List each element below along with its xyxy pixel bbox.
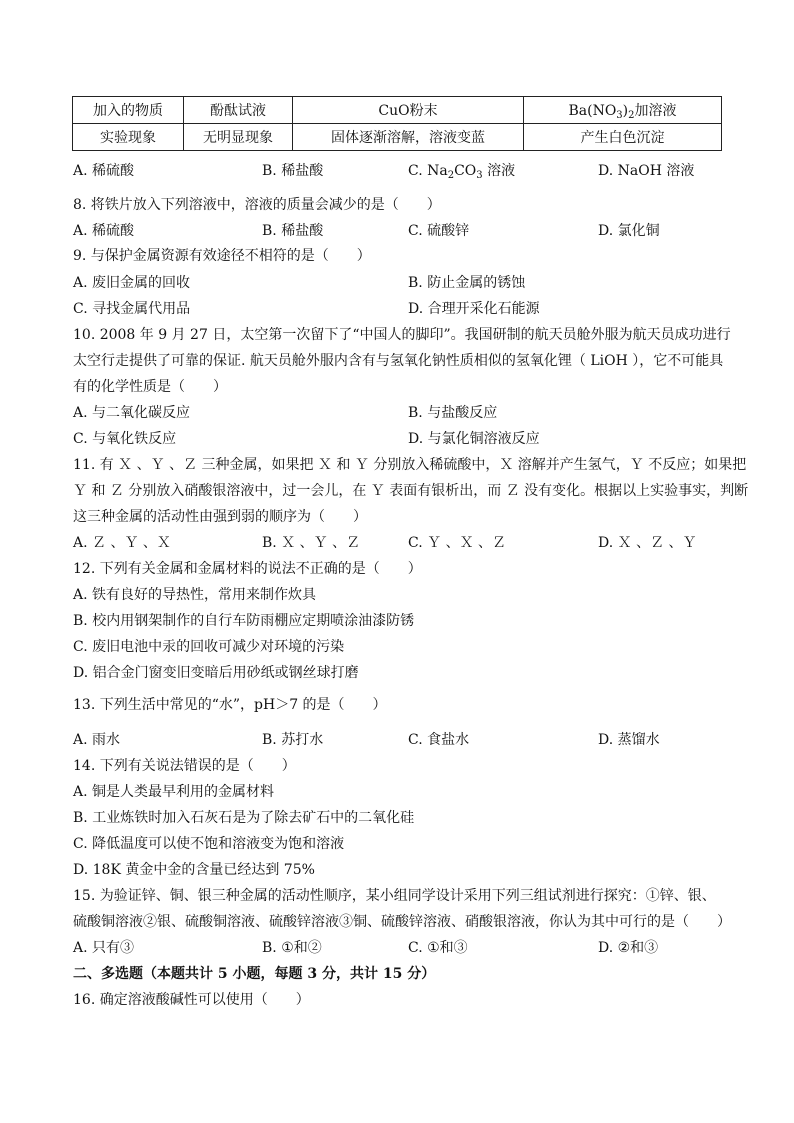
q14-option-d: D. 18K 黄金中金的含量已经达到 75% [73,862,315,878]
q11-stem-line: 11. 有 Ｘ 、Ｙ 、Ｚ 三种金属，如果把 Ｘ 和 Ｙ 分别放入稀硫酸中，Ｘ 溶解并产生氢气，Ｙ 不反应；如果把 [73,457,747,473]
q14-option-b: B. 工业炼铁时加入石灰石是为了除去矿石中的二氧化硅 [73,810,415,826]
table-row [73,97,722,124]
q15-stem-line: 硫酸铜溶液②银、硫酸铜溶液、硫酸锌溶液③铜、硫酸锌溶液、硝酸银溶液，你认为其中可行的是（ ） [73,914,731,930]
formula-text: 加溶液 [634,103,677,119]
formula-text: ) [622,103,629,119]
q8-option-a: A. 稀硫酸 [73,223,135,239]
q13-option-d: D. 蒸馏水 [598,732,660,748]
q15-stem-line: 15. 为验证锌、铜、银三种金属的活动性顺序，某小组同学设计采用下列三组试剂进行探究：①锌、银、 [73,888,716,904]
q10-stem-line: 10. 2008 年 9 月 27 日，太空第一次留下了“中国人的脚印”。我国研制的航天员舱外服为航天员成功进行 [73,327,731,343]
q12-stem: 12. 下列有关金属和金属材料的说法不正确的是（ ） [73,561,422,577]
q8-stem: 8. 将铁片放入下列溶液中，溶液的质量会减少的是（ ） [73,197,441,213]
table-cell: 固体逐渐溶解，溶液变蓝 [293,124,524,151]
q10-option-a: A. 与二氧化碳反应 [73,405,191,421]
q8-option-c: C. 硫酸锌 [408,223,470,239]
table-cell [524,97,722,124]
q7-option-d: D. NaOH 溶液 [598,163,695,179]
q14-option-a: A. 铜是人类最早利用的金属材料 [73,784,275,800]
formula-text: 溶液 [482,163,516,179]
q8-option-b: B. 稀盐酸 [262,223,324,239]
q10-option-c: C. 与氧化铁反应 [73,431,177,447]
q11-stem-line: 这三种金属的活动性由强到弱的顺序为（ ） [73,509,367,525]
q15-option-d: D. ②和③ [598,940,659,956]
q11-option-a: A. Ｚ 、Ｙ 、Ｘ [73,535,171,551]
q13-stem: 13. 下列生活中常见的“水”，pH＞7 的是（ ） [73,697,387,713]
q11-option-b: B. Ｘ 、Ｙ 、Ｚ [262,535,361,551]
q13-option-b: B. 苏打水 [262,732,324,748]
q12-option-b: B. 校内用钢架制作的自行车防雨棚应定期喷涂油漆防锈 [73,613,415,629]
table-row [73,124,722,151]
q12-option-a: A. 铁有良好的导热性，常用来制作炊具 [73,587,317,603]
q9-option-c: C. 寻找金属代用品 [73,301,191,317]
q10-option-b: B. 与盐酸反应 [408,405,498,421]
q13-option-c: C. 食盐水 [408,732,470,748]
q9-stem: 9. 与保护金属资源有效途径不相符的是（ ） [73,248,371,264]
q14-stem: 14. 下列有关说法错误的是（ ） [73,758,296,774]
table-cell: 酚酞试液 [184,97,293,124]
table-cell: CuO粉末 [293,97,524,124]
q7-option-b: B. 稀盐酸 [262,163,324,179]
q15-option-c: C. ①和③ [408,940,468,956]
q10-stem-line: 太空行走提供了可靠的保证. 航天员舱外服内含有与氢氧化钠性质相似的氢氧化锂（ LiOH ），它不可能具 [73,353,724,369]
q10-stem-line: 有的化学性质是（ ） [73,379,227,395]
q7-option-c [408,161,515,181]
q12-option-c: C. 废旧电池中汞的回收可减少对环境的污染 [73,639,345,655]
formula-subscript: 3 [616,110,623,121]
q13-option-a: A. 雨水 [73,732,121,748]
q11-option-c: C. Ｙ 、Ｘ 、Ｚ [408,535,507,551]
table-cell: 加入的物质 [73,97,184,124]
q9-option-d: D. 合理开采化石能源 [408,301,540,317]
q15-option-b: B. ①和② [262,940,322,956]
q9-option-a: A. 废旧金属的回收 [73,275,191,291]
q16-stem: 16. 确定溶液酸碱性可以使用（ ） [73,992,310,1008]
table-cell: 产生白色沉淀 [524,124,722,151]
formula-subscript: 2 [628,110,635,121]
q11-stem-line: Ｙ 和 Ｚ 分别放入硝酸银溶液中，过一会儿，在 Ｙ 表面有银析出，而 Ｚ 没有变化。根据以上实验事实，判断 [73,483,749,499]
q15-option-a: A. 只有③ [73,940,135,956]
formula-subscript: 3 [476,170,483,181]
section-heading: 二、多选题（本题共计 5 小题，每题 3 分，共计 15 分） [73,966,436,982]
table-cell: 无明显现象 [184,124,293,151]
q14-option-c: C. 降低温度可以使不饱和溶液变为饱和溶液 [73,836,345,852]
formula-text: CO [454,163,477,179]
q8-option-d: D. 氯化铜 [598,223,660,239]
q12-option-d: D. 铝合金门窗变旧变暗后用砂纸或钢丝球打磨 [73,665,359,681]
formula-text: Ba(NO [568,103,617,119]
q9-option-b: B. 防止金属的锈蚀 [408,275,526,291]
q10-option-d: D. 与氯化铜溶液反应 [408,431,540,447]
q7-option-a: A. 稀硫酸 [73,163,135,179]
table-cell: 实验现象 [73,124,184,151]
formula-subscript: 2 [447,170,455,181]
observation-table [72,96,722,151]
q11-option-d: D. Ｘ 、Ｚ 、Ｙ [598,535,697,551]
formula-text: C. Na [408,163,448,179]
